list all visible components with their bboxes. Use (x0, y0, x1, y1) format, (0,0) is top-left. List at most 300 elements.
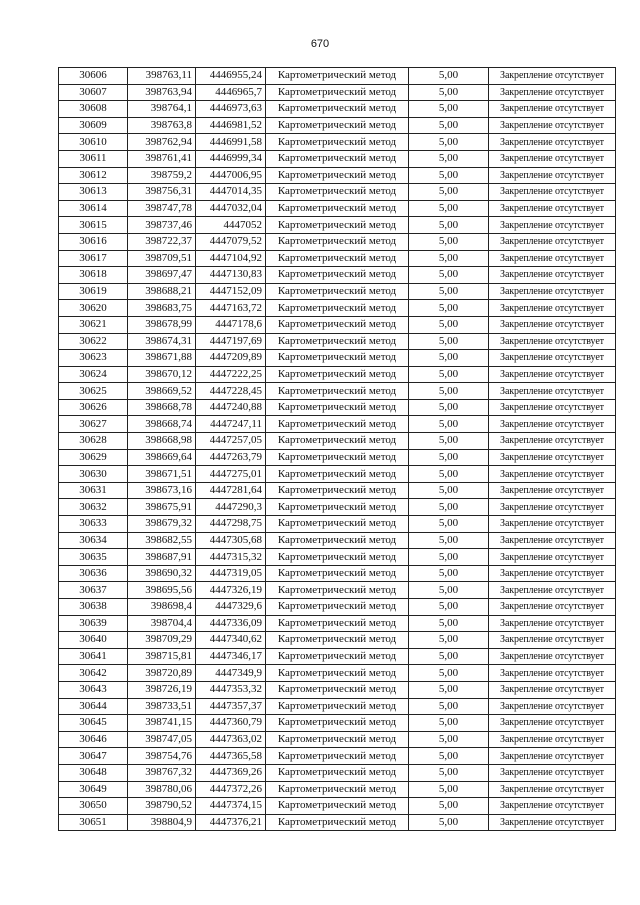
y-coordinate-cell: 4447257,05 (196, 433, 266, 450)
table-row (59, 798, 616, 815)
method-cell: Картометрический метод (266, 516, 409, 533)
point-number-cell: 30612 (59, 167, 128, 184)
error-cell: 5,00 (409, 632, 489, 649)
error-cell: 5,00 (409, 549, 489, 566)
page-number: 670 (310, 38, 330, 50)
error-cell: 5,00 (409, 781, 489, 798)
point-number-cell: 30610 (59, 134, 128, 151)
y-coordinate-cell: 4447052 (196, 217, 266, 234)
x-coordinate-cell: 398763,8 (128, 117, 196, 134)
error-cell: 5,00 (409, 416, 489, 433)
y-coordinate-cell: 4447263,79 (196, 449, 266, 466)
x-coordinate-cell: 398722,37 (128, 233, 196, 250)
method-cell: Картометрический метод (266, 764, 409, 781)
point-number-cell: 30645 (59, 715, 128, 732)
y-coordinate-cell: 4447365,58 (196, 748, 266, 765)
point-number-cell: 30625 (59, 383, 128, 400)
y-coordinate-cell: 4447369,26 (196, 764, 266, 781)
error-cell: 5,00 (409, 499, 489, 516)
point-number-cell: 30632 (59, 499, 128, 516)
method-cell: Картометрический метод (266, 217, 409, 234)
method-cell: Картометрический метод (266, 333, 409, 350)
x-coordinate-cell: 398687,91 (128, 549, 196, 566)
error-cell: 5,00 (409, 582, 489, 599)
point-number-cell: 30651 (59, 814, 128, 831)
coordinates-table-body (59, 68, 616, 831)
y-coordinate-cell: 4447152,09 (196, 283, 266, 300)
point-number-cell: 30627 (59, 416, 128, 433)
fixing-cell: Закрепление отсутствует (489, 233, 616, 250)
fixing-cell: Закрепление отсутствует (489, 333, 616, 350)
error-cell: 5,00 (409, 117, 489, 134)
fixing-cell: Закрепление отсутствует (489, 582, 616, 599)
table-row (59, 117, 616, 134)
method-cell: Картометрический метод (266, 383, 409, 400)
y-coordinate-cell: 4446973,63 (196, 101, 266, 118)
method-cell: Картометрический метод (266, 549, 409, 566)
table-row (59, 632, 616, 649)
method-cell: Картометрический метод (266, 731, 409, 748)
fixing-cell: Закрепление отсутствует (489, 532, 616, 549)
method-cell: Картометрический метод (266, 366, 409, 383)
point-number-cell: 30636 (59, 565, 128, 582)
error-cell: 5,00 (409, 648, 489, 665)
point-number-cell: 30648 (59, 764, 128, 781)
x-coordinate-cell: 398764,1 (128, 101, 196, 118)
point-number-cell: 30650 (59, 798, 128, 815)
y-coordinate-cell: 4447374,15 (196, 798, 266, 815)
table-row (59, 648, 616, 665)
x-coordinate-cell: 398767,32 (128, 764, 196, 781)
method-cell: Картометрический метод (266, 632, 409, 649)
point-number-cell: 30631 (59, 482, 128, 499)
x-coordinate-cell: 398759,2 (128, 167, 196, 184)
coordinates-table (58, 67, 616, 831)
table-row (59, 283, 616, 300)
point-number-cell: 30641 (59, 648, 128, 665)
fixing-cell: Закрепление отсутствует (489, 316, 616, 333)
point-number-cell: 30607 (59, 84, 128, 101)
table-row (59, 366, 616, 383)
error-cell: 5,00 (409, 233, 489, 250)
table-row (59, 449, 616, 466)
table-row (59, 267, 616, 284)
fixing-cell: Закрепление отсутствует (489, 449, 616, 466)
fixing-cell: Закрепление отсутствует (489, 731, 616, 748)
y-coordinate-cell: 4447130,83 (196, 267, 266, 284)
error-cell: 5,00 (409, 482, 489, 499)
error-cell: 5,00 (409, 715, 489, 732)
method-cell: Картометрический метод (266, 267, 409, 284)
fixing-cell: Закрепление отсутствует (489, 549, 616, 566)
point-number-cell: 30624 (59, 366, 128, 383)
table-row (59, 715, 616, 732)
method-cell: Картометрический метод (266, 615, 409, 632)
y-coordinate-cell: 4447363,02 (196, 731, 266, 748)
error-cell: 5,00 (409, 681, 489, 698)
y-coordinate-cell: 4447315,32 (196, 549, 266, 566)
error-cell: 5,00 (409, 433, 489, 450)
method-cell: Картометрический метод (266, 482, 409, 499)
table-row (59, 582, 616, 599)
y-coordinate-cell: 4447340,62 (196, 632, 266, 649)
table-row (59, 333, 616, 350)
x-coordinate-cell: 398704,4 (128, 615, 196, 632)
method-cell: Картометрический метод (266, 582, 409, 599)
x-coordinate-cell: 398668,78 (128, 399, 196, 416)
method-cell: Картометрический метод (266, 648, 409, 665)
fixing-cell: Закрепление отсутствует (489, 134, 616, 151)
y-coordinate-cell: 4447032,04 (196, 200, 266, 217)
point-number-cell: 30619 (59, 283, 128, 300)
y-coordinate-cell: 4446981,52 (196, 117, 266, 134)
error-cell: 5,00 (409, 764, 489, 781)
x-coordinate-cell: 398674,31 (128, 333, 196, 350)
table-row (59, 316, 616, 333)
y-coordinate-cell: 4446955,24 (196, 68, 266, 85)
method-cell: Картометрический метод (266, 283, 409, 300)
x-coordinate-cell: 398675,91 (128, 499, 196, 516)
y-coordinate-cell: 4447247,11 (196, 416, 266, 433)
fixing-cell: Закрепление отсутствует (489, 565, 616, 582)
x-coordinate-cell: 398720,89 (128, 665, 196, 682)
fixing-cell: Закрепление отсутствует (489, 200, 616, 217)
table-row (59, 250, 616, 267)
y-coordinate-cell: 4447290,3 (196, 499, 266, 516)
error-cell: 5,00 (409, 665, 489, 682)
table-row (59, 516, 616, 533)
table-row (59, 68, 616, 85)
fixing-cell: Закрепление отсутствует (489, 781, 616, 798)
table-row (59, 748, 616, 765)
fixing-cell: Закрепление отсутствует (489, 184, 616, 201)
x-coordinate-cell: 398763,11 (128, 68, 196, 85)
fixing-cell: Закрепление отсутствует (489, 250, 616, 267)
error-cell: 5,00 (409, 184, 489, 201)
point-number-cell: 30620 (59, 300, 128, 317)
point-number-cell: 30608 (59, 101, 128, 118)
point-number-cell: 30621 (59, 316, 128, 333)
y-coordinate-cell: 4447319,05 (196, 565, 266, 582)
error-cell: 5,00 (409, 200, 489, 217)
point-number-cell: 30637 (59, 582, 128, 599)
fixing-cell: Закрепление отсутствует (489, 84, 616, 101)
method-cell: Картометрический метод (266, 681, 409, 698)
x-coordinate-cell: 398671,88 (128, 350, 196, 367)
error-cell: 5,00 (409, 383, 489, 400)
point-number-cell: 30635 (59, 549, 128, 566)
point-number-cell: 30634 (59, 532, 128, 549)
fixing-cell: Закрепление отсутствует (489, 665, 616, 682)
x-coordinate-cell: 398747,05 (128, 731, 196, 748)
error-cell: 5,00 (409, 250, 489, 267)
method-cell: Картометрический метод (266, 200, 409, 217)
fixing-cell: Закрепление отсутствует (489, 764, 616, 781)
y-coordinate-cell: 4447240,88 (196, 399, 266, 416)
table-row (59, 814, 616, 831)
table-row (59, 200, 616, 217)
fixing-cell: Закрепление отсутствует (489, 350, 616, 367)
error-cell: 5,00 (409, 68, 489, 85)
table-row (59, 731, 616, 748)
x-coordinate-cell: 398688,21 (128, 283, 196, 300)
y-coordinate-cell: 4447329,6 (196, 599, 266, 616)
fixing-cell: Закрепление отсутствует (489, 117, 616, 134)
table-row (59, 233, 616, 250)
y-coordinate-cell: 4446991,58 (196, 134, 266, 151)
x-coordinate-cell: 398763,94 (128, 84, 196, 101)
table-row (59, 482, 616, 499)
method-cell: Картометрический метод (266, 715, 409, 732)
y-coordinate-cell: 4447326,19 (196, 582, 266, 599)
table-row (59, 615, 616, 632)
fixing-cell: Закрепление отсутствует (489, 499, 616, 516)
fixing-cell: Закрепление отсутствует (489, 167, 616, 184)
error-cell: 5,00 (409, 267, 489, 284)
error-cell: 5,00 (409, 333, 489, 350)
point-number-cell: 30616 (59, 233, 128, 250)
y-coordinate-cell: 4447336,09 (196, 615, 266, 632)
x-coordinate-cell: 398761,41 (128, 150, 196, 167)
x-coordinate-cell: 398695,56 (128, 582, 196, 599)
y-coordinate-cell: 4447178,6 (196, 316, 266, 333)
method-cell: Картометрический метод (266, 233, 409, 250)
point-number-cell: 30628 (59, 433, 128, 450)
y-coordinate-cell: 4447228,45 (196, 383, 266, 400)
error-cell: 5,00 (409, 516, 489, 533)
point-number-cell: 30647 (59, 748, 128, 765)
x-coordinate-cell: 398669,64 (128, 449, 196, 466)
x-coordinate-cell: 398709,29 (128, 632, 196, 649)
method-cell: Картометрический метод (266, 665, 409, 682)
fixing-cell: Закрепление отсутствует (489, 101, 616, 118)
method-cell: Картометрический метод (266, 300, 409, 317)
table-row (59, 433, 616, 450)
y-coordinate-cell: 4447353,32 (196, 681, 266, 698)
point-number-cell: 30649 (59, 781, 128, 798)
method-cell: Картометрический метод (266, 250, 409, 267)
error-cell: 5,00 (409, 150, 489, 167)
y-coordinate-cell: 4447104,92 (196, 250, 266, 267)
point-number-cell: 30615 (59, 217, 128, 234)
y-coordinate-cell: 4447349,9 (196, 665, 266, 682)
point-number-cell: 30614 (59, 200, 128, 217)
method-cell: Картометрический метод (266, 748, 409, 765)
point-number-cell: 30644 (59, 698, 128, 715)
method-cell: Картометрический метод (266, 466, 409, 483)
error-cell: 5,00 (409, 300, 489, 317)
x-coordinate-cell: 398709,51 (128, 250, 196, 267)
fixing-cell: Закрепление отсутствует (489, 632, 616, 649)
fixing-cell: Закрепление отсутствует (489, 814, 616, 831)
x-coordinate-cell: 398682,55 (128, 532, 196, 549)
table-row (59, 350, 616, 367)
point-number-cell: 30643 (59, 681, 128, 698)
method-cell: Картометрический метод (266, 399, 409, 416)
table-row (59, 150, 616, 167)
error-cell: 5,00 (409, 134, 489, 151)
point-number-cell: 30611 (59, 150, 128, 167)
method-cell: Картометрический метод (266, 416, 409, 433)
error-cell: 5,00 (409, 814, 489, 831)
fixing-cell: Закрепление отсутствует (489, 599, 616, 616)
point-number-cell: 30609 (59, 117, 128, 134)
error-cell: 5,00 (409, 167, 489, 184)
error-cell: 5,00 (409, 449, 489, 466)
y-coordinate-cell: 4447305,68 (196, 532, 266, 549)
point-number-cell: 30617 (59, 250, 128, 267)
point-number-cell: 30633 (59, 516, 128, 533)
error-cell: 5,00 (409, 217, 489, 234)
fixing-cell: Закрепление отсутствует (489, 68, 616, 85)
method-cell: Картометрический метод (266, 84, 409, 101)
point-number-cell: 30606 (59, 68, 128, 85)
x-coordinate-cell: 398669,52 (128, 383, 196, 400)
method-cell: Картометрический метод (266, 68, 409, 85)
error-cell: 5,00 (409, 316, 489, 333)
y-coordinate-cell: 4447222,25 (196, 366, 266, 383)
x-coordinate-cell: 398790,52 (128, 798, 196, 815)
x-coordinate-cell: 398679,32 (128, 516, 196, 533)
y-coordinate-cell: 4447360,79 (196, 715, 266, 732)
fixing-cell: Закрепление отсутствует (489, 798, 616, 815)
method-cell: Картометрический метод (266, 433, 409, 450)
x-coordinate-cell: 398698,4 (128, 599, 196, 616)
fixing-cell: Закрепление отсутствует (489, 466, 616, 483)
point-number-cell: 30629 (59, 449, 128, 466)
error-cell: 5,00 (409, 466, 489, 483)
fixing-cell: Закрепление отсутствует (489, 416, 616, 433)
error-cell: 5,00 (409, 532, 489, 549)
error-cell: 5,00 (409, 748, 489, 765)
method-cell: Картометрический метод (266, 316, 409, 333)
y-coordinate-cell: 4447372,26 (196, 781, 266, 798)
fixing-cell: Закрепление отсутствует (489, 217, 616, 234)
error-cell: 5,00 (409, 599, 489, 616)
method-cell: Картометрический метод (266, 150, 409, 167)
point-number-cell: 30630 (59, 466, 128, 483)
fixing-cell: Закрепление отсутствует (489, 748, 616, 765)
table-row (59, 399, 616, 416)
table-row (59, 167, 616, 184)
fixing-cell: Закрепление отсутствует (489, 267, 616, 284)
table-row (59, 781, 616, 798)
error-cell: 5,00 (409, 798, 489, 815)
point-number-cell: 30622 (59, 333, 128, 350)
error-cell: 5,00 (409, 565, 489, 582)
y-coordinate-cell: 4447281,64 (196, 482, 266, 499)
x-coordinate-cell: 398741,15 (128, 715, 196, 732)
fixing-cell: Закрепление отсутствует (489, 366, 616, 383)
point-number-cell: 30623 (59, 350, 128, 367)
point-number-cell: 30638 (59, 599, 128, 616)
table-row (59, 84, 616, 101)
y-coordinate-cell: 4447376,21 (196, 814, 266, 831)
table-row (59, 565, 616, 582)
x-coordinate-cell: 398690,32 (128, 565, 196, 582)
y-coordinate-cell: 4447006,95 (196, 167, 266, 184)
table-row (59, 698, 616, 715)
y-coordinate-cell: 4447209,89 (196, 350, 266, 367)
fixing-cell: Закрепление отсутствует (489, 715, 616, 732)
fixing-cell: Закрепление отсутствует (489, 433, 616, 450)
x-coordinate-cell: 398733,51 (128, 698, 196, 715)
table-row (59, 184, 616, 201)
table-row (59, 217, 616, 234)
y-coordinate-cell: 4446999,34 (196, 150, 266, 167)
method-cell: Картометрический метод (266, 350, 409, 367)
x-coordinate-cell: 398668,98 (128, 433, 196, 450)
x-coordinate-cell: 398673,16 (128, 482, 196, 499)
table-row (59, 764, 616, 781)
y-coordinate-cell: 4447298,75 (196, 516, 266, 533)
method-cell: Картометрический метод (266, 698, 409, 715)
x-coordinate-cell: 398756,31 (128, 184, 196, 201)
point-number-cell: 30626 (59, 399, 128, 416)
y-coordinate-cell: 4447014,35 (196, 184, 266, 201)
method-cell: Картометрический метод (266, 781, 409, 798)
fixing-cell: Закрепление отсутствует (489, 150, 616, 167)
x-coordinate-cell: 398671,51 (128, 466, 196, 483)
x-coordinate-cell: 398747,78 (128, 200, 196, 217)
error-cell: 5,00 (409, 731, 489, 748)
fixing-cell: Закрепление отсутствует (489, 482, 616, 499)
error-cell: 5,00 (409, 698, 489, 715)
x-coordinate-cell: 398678,99 (128, 316, 196, 333)
fixing-cell: Закрепление отсутствует (489, 615, 616, 632)
fixing-cell: Закрепление отсутствует (489, 698, 616, 715)
method-cell: Картометрический метод (266, 134, 409, 151)
method-cell: Картометрический метод (266, 798, 409, 815)
y-coordinate-cell: 4447079,52 (196, 233, 266, 250)
table-row (59, 532, 616, 549)
x-coordinate-cell: 398737,46 (128, 217, 196, 234)
method-cell: Картометрический метод (266, 565, 409, 582)
method-cell: Картометрический метод (266, 532, 409, 549)
y-coordinate-cell: 4446965,7 (196, 84, 266, 101)
point-number-cell: 30618 (59, 267, 128, 284)
point-number-cell: 30646 (59, 731, 128, 748)
table-row (59, 681, 616, 698)
method-cell: Картометрический метод (266, 449, 409, 466)
table-row (59, 300, 616, 317)
method-cell: Картометрический метод (266, 117, 409, 134)
table-row (59, 134, 616, 151)
x-coordinate-cell: 398726,19 (128, 681, 196, 698)
point-number-cell: 30613 (59, 184, 128, 201)
method-cell: Картометрический метод (266, 101, 409, 118)
x-coordinate-cell: 398683,75 (128, 300, 196, 317)
table-row (59, 665, 616, 682)
y-coordinate-cell: 4447346,17 (196, 648, 266, 665)
x-coordinate-cell: 398780,06 (128, 781, 196, 798)
error-cell: 5,00 (409, 399, 489, 416)
point-number-cell: 30640 (59, 632, 128, 649)
fixing-cell: Закрепление отсутствует (489, 283, 616, 300)
method-cell: Картометрический метод (266, 814, 409, 831)
table-row (59, 599, 616, 616)
x-coordinate-cell: 398715,81 (128, 648, 196, 665)
x-coordinate-cell: 398762,94 (128, 134, 196, 151)
x-coordinate-cell: 398697,47 (128, 267, 196, 284)
x-coordinate-cell: 398754,76 (128, 748, 196, 765)
error-cell: 5,00 (409, 101, 489, 118)
table-row (59, 549, 616, 566)
fixing-cell: Закрепление отсутствует (489, 516, 616, 533)
method-cell: Картометрический метод (266, 599, 409, 616)
error-cell: 5,00 (409, 615, 489, 632)
error-cell: 5,00 (409, 283, 489, 300)
